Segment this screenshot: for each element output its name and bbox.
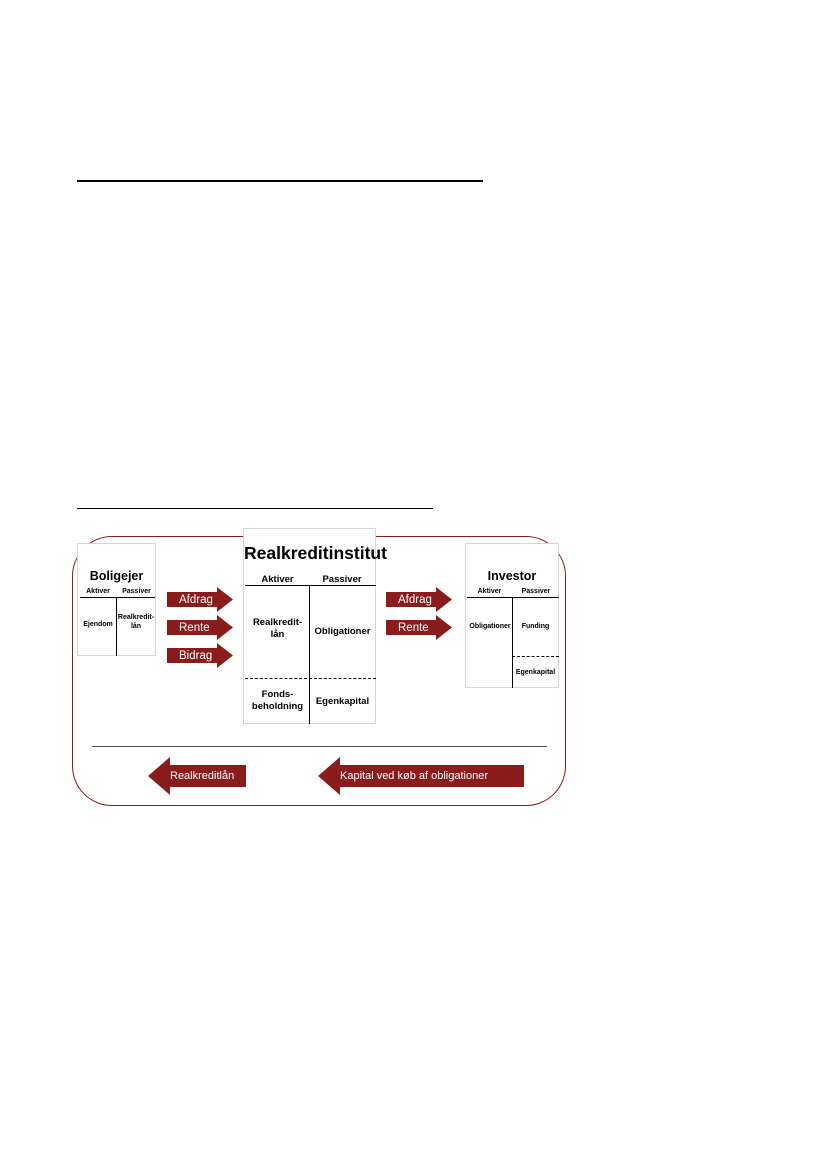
arrow-label: Afdrag (179, 593, 213, 606)
investor-passiver-header: Passiver (521, 588, 551, 595)
arrow-rente-to-institut (167, 615, 233, 640)
realkreditinstitut-balance-card (243, 528, 387, 724)
arrow-realkreditlaan-to-boligejer (148, 757, 246, 795)
boligejer-balance-card (77, 543, 156, 656)
realkreditinstitut-title: Realkreditinstitut (244, 543, 387, 563)
arrow-afdrag-to-institut (167, 587, 233, 612)
arrow-label: Kapital ved køb af obligationer (340, 770, 488, 782)
arrow-label: Afdrag (398, 593, 432, 606)
horizontal-rule-middle (77, 508, 433, 509)
realkreditinstitut-egenkapital-cell: Egenkapital (315, 696, 370, 707)
boligejer-aktiver-cell: Ejendom (83, 621, 113, 628)
realkreditinstitut-passiver-header: Passiver (322, 574, 362, 585)
realkreditinstitut-realkreditlaan-cell: Realkredit- lån (252, 617, 303, 640)
boligejer-passiver-cell: Realkredit- lån (117, 614, 155, 630)
arrow-kapital-to-institut (318, 757, 524, 795)
investor-obligationer-cell: Obligationer (469, 623, 511, 630)
investor-aktiver-header: Aktiver (477, 588, 502, 595)
boligejer-aktiver-header: Aktiver (86, 588, 110, 595)
boligejer-header-divider (80, 597, 155, 598)
investor-balance-card (465, 543, 559, 688)
investor-header-divider (467, 597, 559, 598)
horizontal-rule-top (77, 180, 483, 182)
investor-funding-cell: Funding (521, 623, 550, 630)
boligejer-title: Boligejer (89, 569, 144, 583)
diagram-separator (92, 746, 547, 747)
investor-title: Investor (487, 569, 537, 583)
arrow-rente-to-investor (386, 615, 452, 640)
arrow-label: Rente (398, 621, 429, 634)
realkreditinstitut-obligationer-cell: Obligationer (314, 626, 371, 637)
realkreditinstitut-aktiver-header: Aktiver (261, 574, 294, 585)
realkreditinstitut-fondsbeholdning-cell: Fonds- beholdning (251, 689, 304, 712)
investor-egenkapital-cell: Egenkapital (515, 669, 556, 676)
arrow-label: Realkreditlån (170, 770, 235, 782)
realkreditinstitut-header-divider (245, 585, 376, 586)
investor-dashed-divider (512, 656, 559, 657)
realkreditinstitut-dashed-divider (245, 678, 376, 679)
arrow-bidrag-to-institut (167, 643, 233, 668)
arrow-label: Rente (179, 621, 210, 634)
boligejer-passiver-header: Passiver (122, 588, 151, 595)
arrow-label: Bidrag (179, 649, 213, 662)
arrow-afdrag-to-investor (386, 587, 452, 612)
